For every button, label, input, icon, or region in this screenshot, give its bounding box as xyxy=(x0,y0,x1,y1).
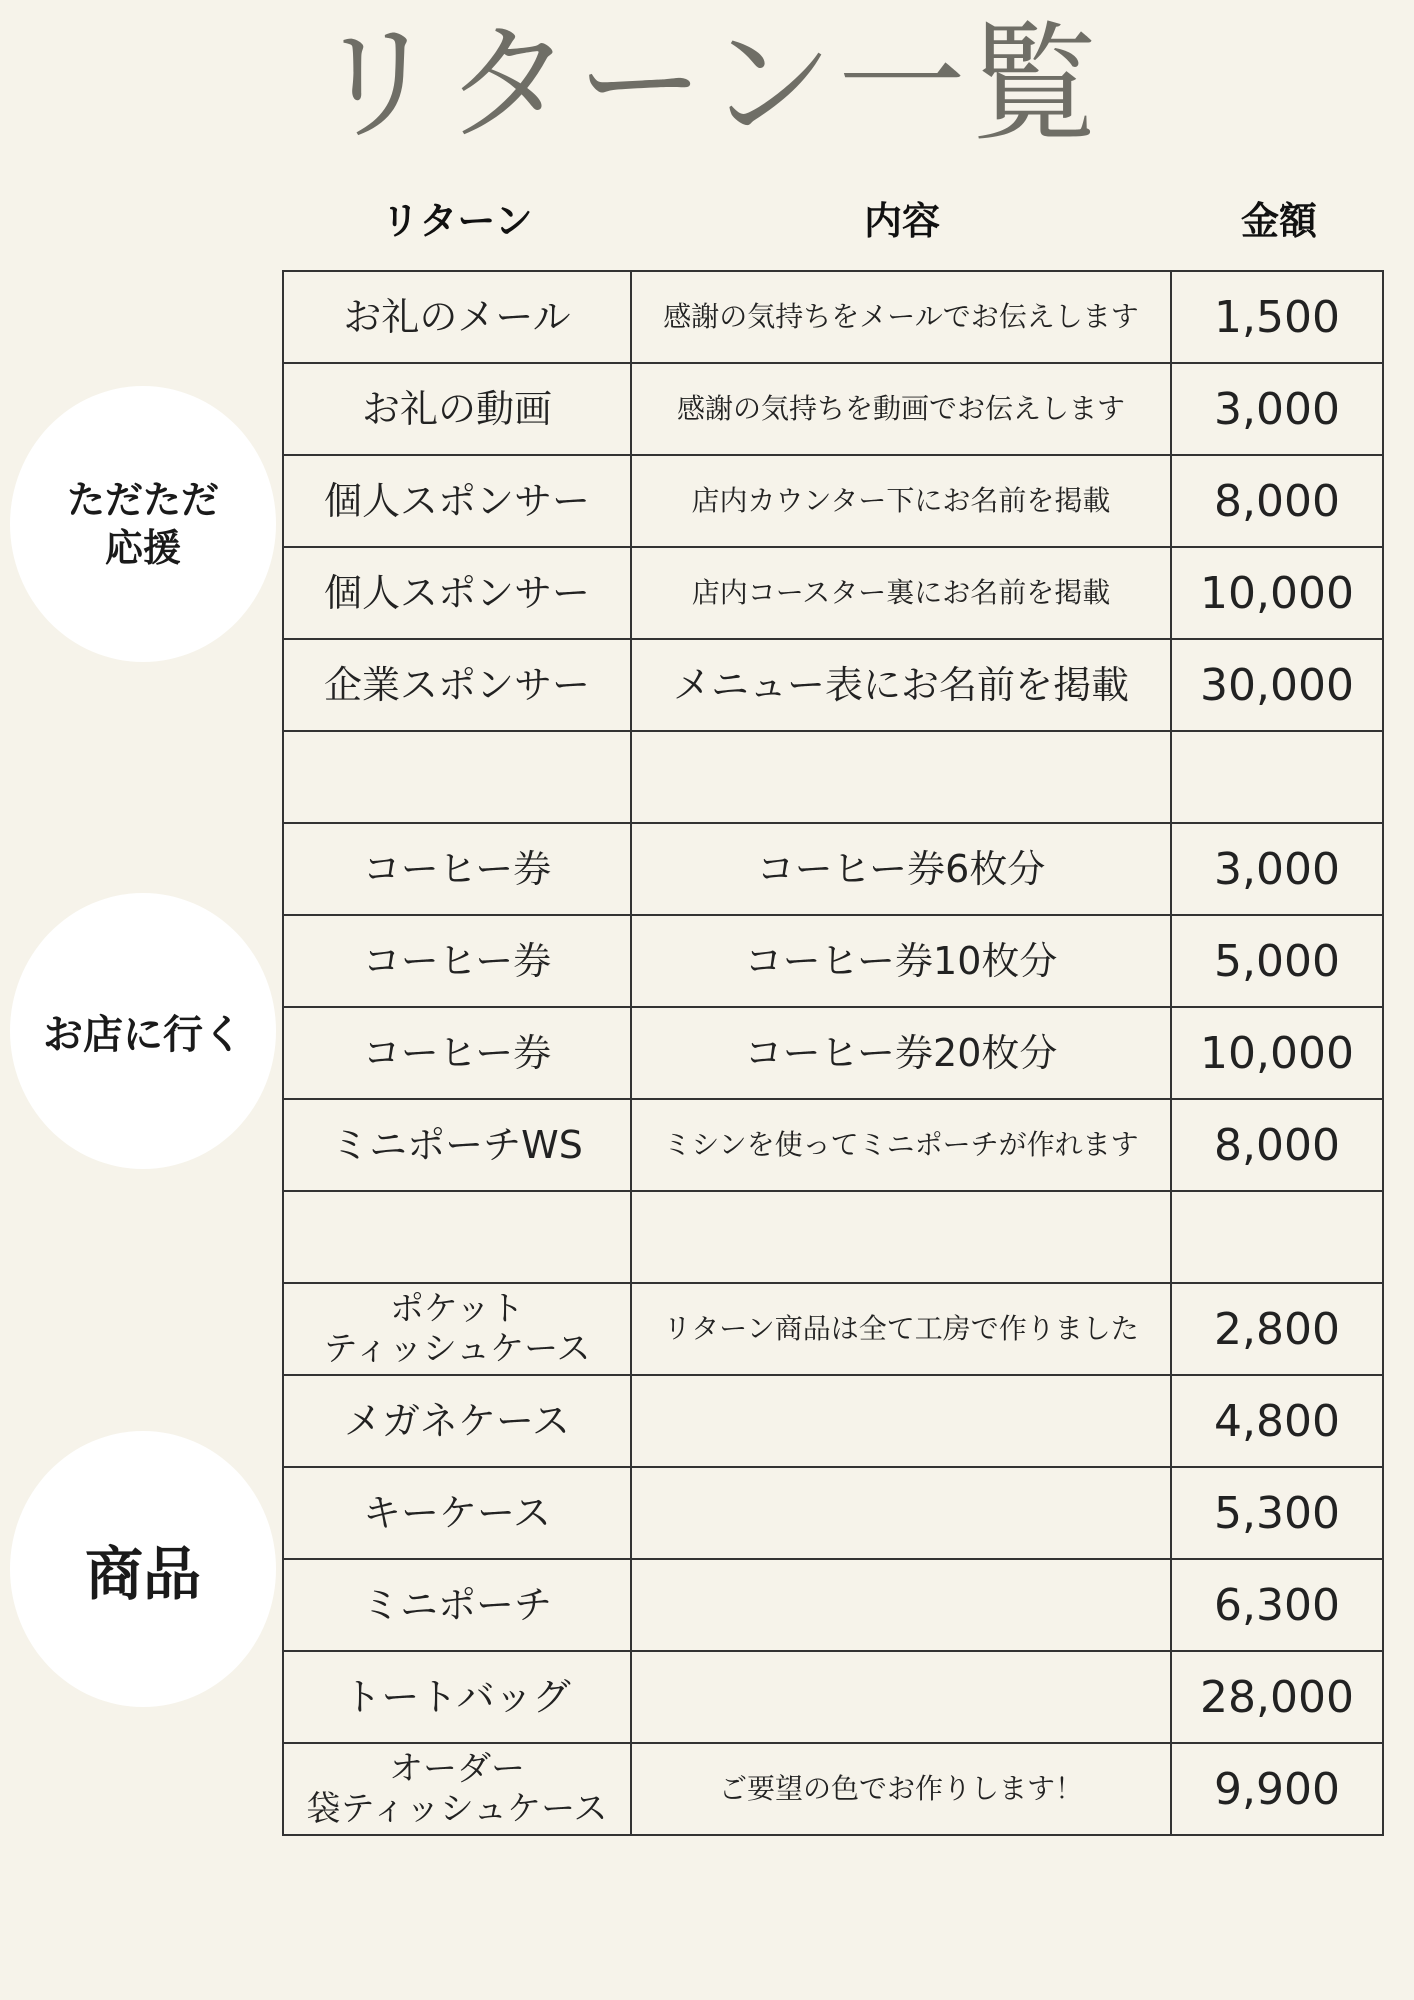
return-content-cell: コーヒー券6枚分 xyxy=(631,823,1171,915)
return-content-cell xyxy=(631,1375,1171,1467)
group-label-products xyxy=(10,1431,276,1707)
return-content-cell xyxy=(631,1651,1171,1743)
returns-table-body xyxy=(283,271,1383,1835)
return-amount-cell: 10,000 xyxy=(1171,1007,1383,1099)
return-name-cell: コーヒー券 xyxy=(283,915,631,1007)
return-amount-cell: 2,800 xyxy=(1171,1283,1383,1375)
table-row xyxy=(283,1191,1383,1283)
return-amount-cell xyxy=(1171,731,1383,823)
header-amount: 金額 xyxy=(1240,199,1317,243)
return-content-cell: 店内カウンター下にお名前を掲載 xyxy=(631,455,1171,547)
returns-table xyxy=(282,270,1384,1836)
table-row xyxy=(283,1651,1383,1743)
return-amount-cell xyxy=(1171,1191,1383,1283)
page-title: リターン一覧 xyxy=(312,10,1102,159)
return-name-cell: ミニポーチ xyxy=(283,1559,631,1651)
return-name-cell: お礼のメール xyxy=(283,271,631,363)
group-label-text: ただただ 応援 xyxy=(66,478,219,570)
return-name-cell: 個人スポンサー xyxy=(283,455,631,547)
return-content-cell: 感謝の気持ちをメールでお伝えします xyxy=(631,271,1171,363)
return-name-cell: メガネケース xyxy=(283,1375,631,1467)
table-row xyxy=(283,547,1383,639)
return-amount-cell: 10,000 xyxy=(1171,547,1383,639)
table-row xyxy=(283,1743,1383,1835)
table-row xyxy=(283,915,1383,1007)
table-row xyxy=(283,1007,1383,1099)
return-name-cell: お礼の動画 xyxy=(283,363,631,455)
table-row xyxy=(283,1099,1383,1191)
table-row xyxy=(283,1375,1383,1467)
return-name-cell xyxy=(283,1191,631,1283)
header-content: 内容 xyxy=(863,199,940,243)
return-content-cell: 感謝の気持ちを動画でお伝えします xyxy=(631,363,1171,455)
return-name-cell: ミニポーチWS xyxy=(283,1099,631,1191)
table-row xyxy=(283,823,1383,915)
return-content-cell: コーヒー券10枚分 xyxy=(631,915,1171,1007)
table-row xyxy=(283,363,1383,455)
return-amount-cell: 30,000 xyxy=(1171,639,1383,731)
return-name-cell: コーヒー券 xyxy=(283,1007,631,1099)
return-content-cell: 店内コースター裏にお名前を掲載 xyxy=(631,547,1171,639)
return-content-cell: リターン商品は全て工房で作りました xyxy=(631,1283,1171,1375)
return-amount-cell: 3,000 xyxy=(1171,823,1383,915)
table-row xyxy=(283,1283,1383,1375)
return-amount-cell: 9,900 xyxy=(1171,1743,1383,1835)
return-name-cell: ポケット ティッシュケース xyxy=(283,1283,631,1375)
table-row xyxy=(283,1467,1383,1559)
return-amount-cell: 3,000 xyxy=(1171,363,1383,455)
return-amount-cell: 4,800 xyxy=(1171,1375,1383,1467)
group-label-support xyxy=(10,386,276,662)
return-content-cell: ミシンを使ってミニポーチが作れます xyxy=(631,1099,1171,1191)
group-label-text: 商品 xyxy=(84,1540,201,1608)
return-amount-cell: 6,300 xyxy=(1171,1559,1383,1651)
table-row xyxy=(283,731,1383,823)
return-amount-cell: 5,300 xyxy=(1171,1467,1383,1559)
return-name-cell xyxy=(283,731,631,823)
table-row xyxy=(283,639,1383,731)
return-name-cell: 個人スポンサー xyxy=(283,547,631,639)
return-content-cell xyxy=(631,1559,1171,1651)
return-content-cell: ご要望の色でお作りします！ xyxy=(631,1743,1171,1835)
return-name-cell: コーヒー券 xyxy=(283,823,631,915)
return-amount-cell: 8,000 xyxy=(1171,455,1383,547)
return-amount-cell: 1,500 xyxy=(1171,271,1383,363)
return-content-cell xyxy=(631,1191,1171,1283)
return-amount-cell: 5,000 xyxy=(1171,915,1383,1007)
group-label-visit-store xyxy=(10,893,276,1169)
table-row xyxy=(283,455,1383,547)
return-amount-cell: 8,000 xyxy=(1171,1099,1383,1191)
header-return: リターン xyxy=(381,199,533,243)
group-label-text: お店に行く xyxy=(43,1011,243,1058)
return-content-cell: コーヒー券20枚分 xyxy=(631,1007,1171,1099)
table-row xyxy=(283,1559,1383,1651)
return-content-cell: メニュー表にお名前を掲載 xyxy=(631,639,1171,731)
return-name-cell: 企業スポンサー xyxy=(283,639,631,731)
return-name-cell: オーダー 袋ティッシュケース xyxy=(283,1743,631,1835)
return-content-cell xyxy=(631,1467,1171,1559)
return-content-cell xyxy=(631,731,1171,823)
return-name-cell: キーケース xyxy=(283,1467,631,1559)
return-name-cell: トートバッグ xyxy=(283,1651,631,1743)
table-row xyxy=(283,271,1383,363)
return-amount-cell: 28,000 xyxy=(1171,1651,1383,1743)
